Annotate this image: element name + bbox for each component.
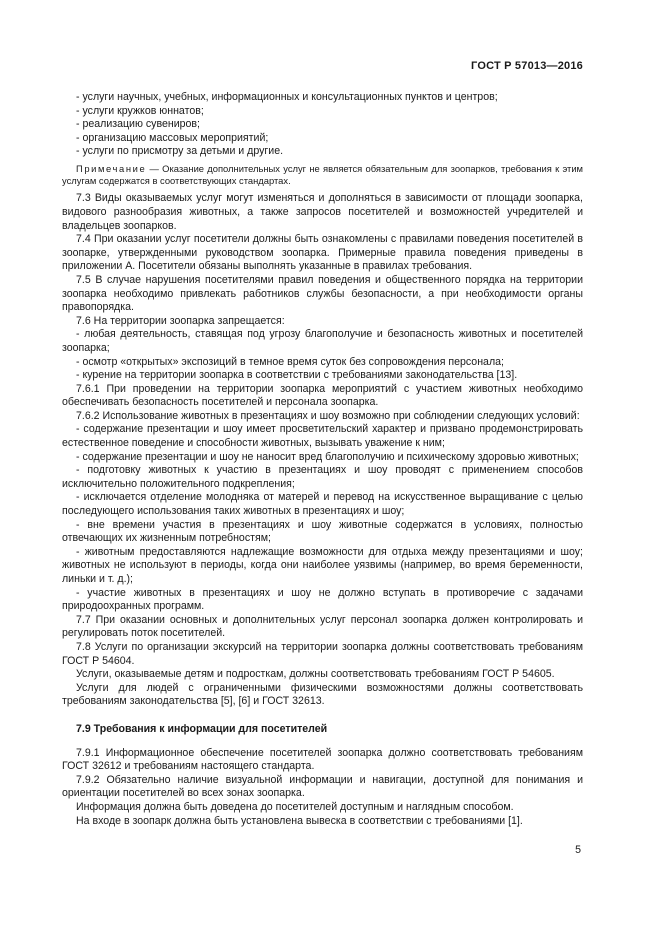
page-number: 5 <box>575 844 581 856</box>
list-item: - реализацию сувениров; <box>76 118 200 131</box>
document-body <box>62 91 583 828</box>
note <box>62 163 583 187</box>
list-item: - курение на территории зоопарка в соответствии с требованиями законодательства [13]. <box>76 369 518 382</box>
paragraph-7-9-1: 7.9.1 Информационное обеспечение посетителей зоопарка должно соответствовать требованиям ГОСТ 32612 и требованиям настоящего стандарта. <box>62 746 583 773</box>
paragraph-7-6: 7.6 На территории зоопарка запрещается: <box>76 314 285 327</box>
paragraph-7-6-2: 7.6.2 Использование животных в презентациях и шоу возможно при соблюдении следующих условий: <box>76 409 580 422</box>
list-item: - содержание презентации и шоу не наносит вред благополучию и психическому здоровью животных; <box>76 450 579 463</box>
list-item: - содержание презентации и шоу имеет просветительский характер и призвано продемонстрировать естественное поведение и способности животных, вызывать уважение к ним; <box>62 423 583 450</box>
list-item: - услуги научных, учебных, информационных и консультационных пунктов и центров; <box>76 91 498 103</box>
list-item: - услуги по присмотру за детьми и другие. <box>76 145 284 158</box>
paragraph-7-9-2-sign: На входе в зоопарк должна быть установлена вывеска в соответствии с требованиями [1]. <box>76 814 523 827</box>
list-item: - подготовку животных к участию в презентациях и шоу проводят с применением способов исключительно положительного подкрепления; <box>62 464 583 490</box>
paragraph-7-7: 7.7 При оказании основных и дополнительных услуг персонал зоопарка должен контролировать и регулировать поток посетителей. <box>62 613 583 640</box>
paragraph-7-3: 7.3 Виды оказываемых услуг могут изменяться и дополняться в зависимости от площади зоопарка, видового разнообразия животных, а также запросов посетителей и возможностей учредителей и владельцев зоопарков. <box>62 192 583 232</box>
list-item: - осмотр «открытых» экспозиций в темное время суток без сопровождения персонала; <box>76 355 504 368</box>
paragraph-7-8-children: Услуги, оказываемые детям и подросткам, должны соответствовать требованиям ГОСТ Р 54605. <box>76 668 555 681</box>
note-label: Примечание <box>76 162 147 174</box>
paragraph-7-8-disabled: Услуги для людей с ограниченными физическими возможностями должны соответствовать требованиям законодательства [5], [6] и ГОСТ 32613. <box>62 681 583 708</box>
paragraph-7-6-1: 7.6.1 При проведении на территории зоопарка мероприятий с участием животных необходимо обеспечивать безопасность посетителей и персонала зоопарка. <box>62 382 583 409</box>
list-item: - любая деятельность, ставящая под угрозу благополучие и безопасность животных и посетителей зоопарка; <box>62 328 583 354</box>
list-item: - участие животных в презентациях и шоу не должно вступать в противоречие с задачами природоохранных программ. <box>62 586 583 613</box>
list-item: - животным предоставляются надлежащие возможности для отдыха между презентациями и шоу; животных не используют в периоды, когда они наиболее уязвимы (например, во время беременности, линьки и т. д.); <box>62 545 583 585</box>
list-item: - исключается отделение молодняка от матерей и перевод на искусственное выращивание с целью последующего использования таких животных в презентациях и шоу; <box>62 491 583 518</box>
paragraph-7-4: 7.4 При оказании услуг посетители должны быть ознакомлены с правилами поведения посетителей в зоопарке, утвержденными руководством зоопарка. Примерные правила поведения приведены в приложении А. Посетители обязаны выполнять указанные в правилах требования. <box>62 233 583 273</box>
paragraph-7-9-2: 7.9.2 Обязательно наличие визуальной информации и навигации, доступной для понимания и ориентации посетителей во всех зонах зоопарка. <box>62 773 583 800</box>
paragraph-7-8: 7.8 Услуги по организации экскурсий на территории зоопарка должны соответствовать требованиям ГОСТ Р 54604. <box>62 640 583 667</box>
list-item: - вне времени участия в презентациях и шоу животные содержатся в условиях, полностью отвечающих их жизненным потребностям; <box>62 518 583 545</box>
list-item: - услуги кружков юннатов; <box>76 104 204 117</box>
section-heading: 7.9 Требования к информации для посетителей <box>76 722 328 735</box>
standard-number: ГОСТ Р 57013—2016 <box>471 60 583 72</box>
paragraph-7-9-2-info: Информация должна быть доведена до посетителей доступным и наглядным способом. <box>76 800 514 813</box>
note-text: — Оказание дополнительных услуг не является обязательным для зоопарков, требования к этим услугам содержатся в соответствующих стандартах. <box>62 162 583 187</box>
paragraph-7-5: 7.5 В случае нарушения посетителями правил поведения и общественного порядка на территории зоопарка необходимо привлекать работников службы безопасности, а при необходимости органы правопорядка. <box>62 273 583 314</box>
list-item: - организацию массовых мероприятий; <box>76 131 269 144</box>
